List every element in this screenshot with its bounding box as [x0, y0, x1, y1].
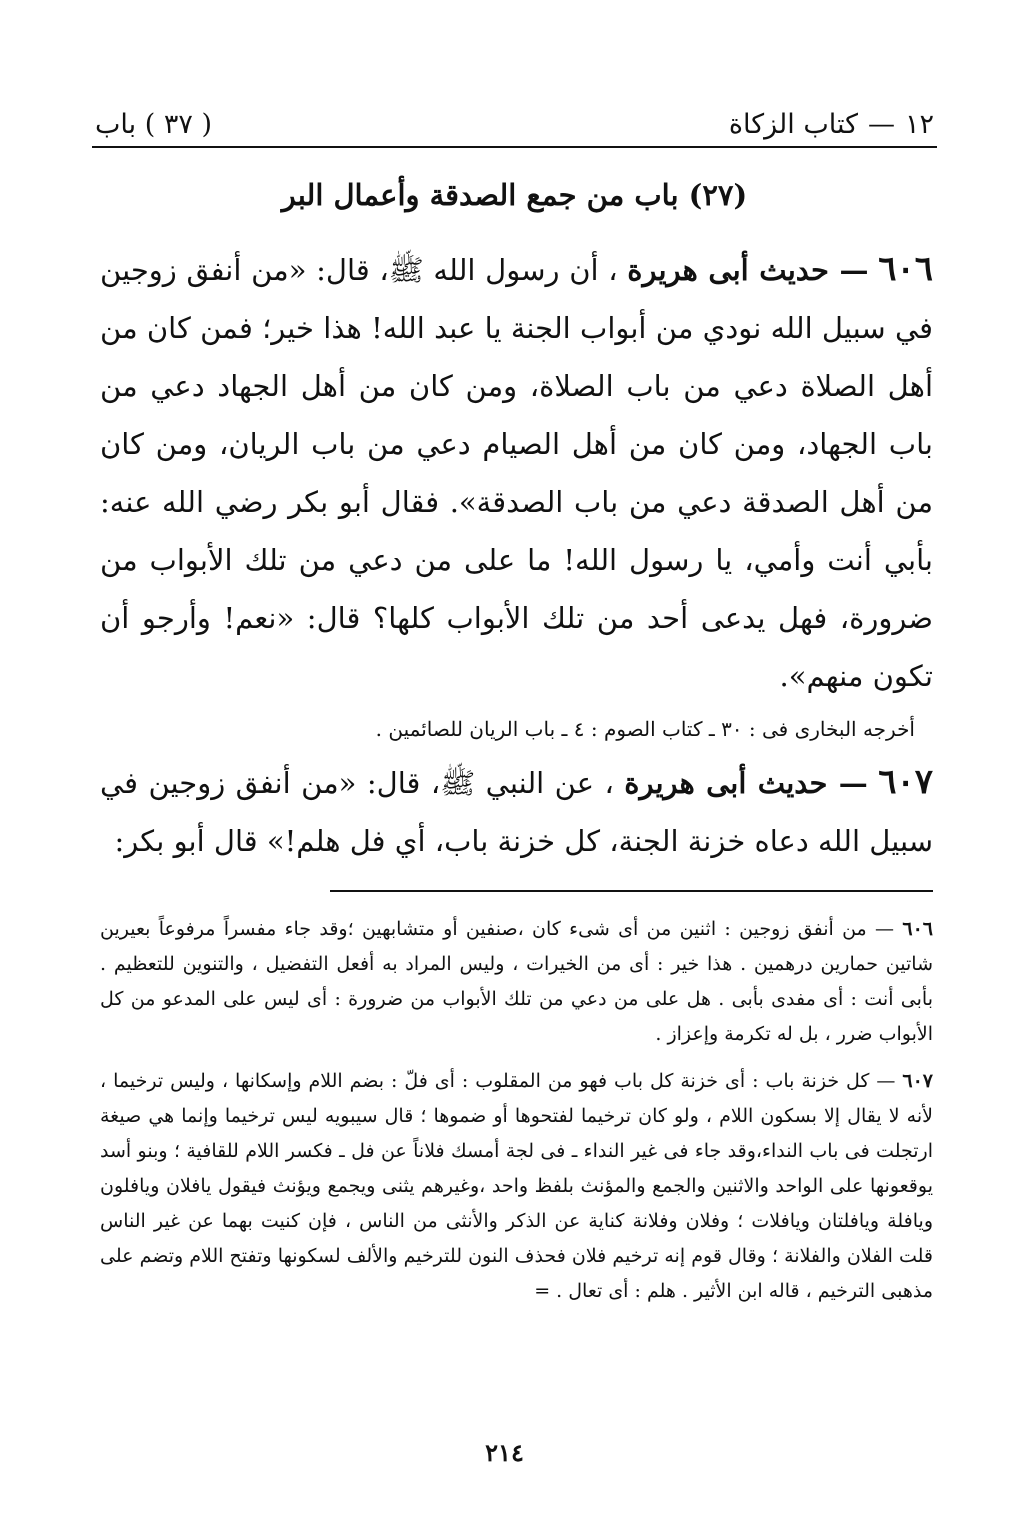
header-book-title: كتاب الزكاة — [728, 109, 858, 140]
footnote-606-text: — من أنفق زوجين : اثنين من أى شىء كان ،صنفين أو متشابهين ؛وقد جاء مفسراً مرفوعاً بعيرين شاتين حمارين درهمين . هذا خير : أى من الخيرات ، وليس المراد به أفعل التفضيل ، والتنوين للتعظيم . بأبى أنت : أى مفدى بأبى . هل على من دعي من تلك الأبواب من ضرورة : أى ليس على المدعو من كل الأبواب ضرر ، بل له تكرمة وإعزاز . — [100, 918, 933, 1045]
hadith-607-intro: — حديث أبى هريرة — [624, 766, 868, 800]
header-section-ref: ( ٣٧ ) باب — [95, 109, 212, 140]
hadith-606 — [100, 240, 933, 705]
footnote-607-number: ٦٠٧ — [902, 1070, 934, 1092]
footnote-rule — [330, 890, 933, 892]
running-header — [95, 88, 934, 140]
footnote-606 — [100, 912, 933, 1052]
hadith-607 — [100, 753, 933, 870]
chapter-title: (٢٧) باب من جمع الصدقة وأعمال البر — [281, 178, 748, 212]
main-text — [100, 240, 933, 870]
header-dash: — — [867, 109, 895, 140]
hadith-606-number: ٦٠٦ — [878, 249, 933, 289]
footnote-606-number: ٦٠٦ — [902, 918, 934, 940]
hadith-607-number: ٦٠٧ — [878, 762, 933, 802]
hadith-607-text: ، عن النبي ﷺ، قال: «من أنفق زوجين في سبيل الله دعاه خزنة الجنة، كل خزنة باب، أي فل هلم!» قال أبو بكر: — [100, 766, 933, 858]
header-rule — [92, 146, 937, 148]
header-chapter — [729, 109, 934, 140]
header-section — [95, 109, 212, 140]
page-number: ٢١٤ — [485, 1438, 524, 1467]
header-chapter-number: ١٢ — [904, 109, 934, 140]
hadith-606-intro: — حديث أبى هريرة — [627, 253, 869, 287]
hadith-606-text: ، أن رسول الله ﷺ، قال: «من أنفق زوجين في سبيل الله نودي من أبواب الجنة يا عبد الله! هذا خير؛ فمن كان من أهل الصلاة دعي من باب الصلاة، ومن كان من أهل الجهاد دعي من باب الجهاد، ومن كان من أهل الصيام دعي من باب الريان، ومن كان من أهل الصدقة دعي من باب الصدقة». فقال أبو بكر رضي الله عنه: بأبي أنت وأمي، يا رسول الله! ما على من دعي من تلك الأبواب من ضرورة، فهل يدعى أحد من تلك الأبواب كلها؟ قال: «نعم! وأرجو أن تكون منهم». — [100, 253, 933, 693]
footnote-607-text: — كل خزنة باب : أى خزنة كل باب فهو من المقلوب : أى فلّ : بضم اللام وإسكانها ، وليس ترخيما ، لأنه لا يقال إلا بسكون اللام ، ولو كان ترخيما لفتحوها أو ضموها ؛ قال سيبويه ليس ترخيما وإنما هي صيغة ارتجلت فى باب النداء،وقد جاء فى غير النداء ـ فى لجة أمسك فلاناً عن فل ـ فكسر اللام للقافية ؛ وبنو أسد يوقعونها على الواحد والاثنين والجمع والمؤنث بلفظ واحد ،وغيرهم يثنى ويجمع ويؤنث فيقول يافلان ويافلون ويافلة ويافلتان ويافلات ؛ وفلان وفلانة كناية عن الذكر والأنثى من الناس ، فإن كنيت بهما عن غير الناس قلت الفلان والفلانة ؛ وقال قوم إنه ترخيم فلان فحذف النون للترخيم والألف لسكونها وتفتح اللام وتضم على مذهبى الترخيم ، قاله ابن الأثير . هلم : أى تعال . = — [100, 1070, 933, 1302]
footnotes — [100, 912, 933, 1321]
hadith-606-source: أخرجه البخارى فى : ٣٠ ـ كتاب الصوم : ٤ ـ باب الريان للصائمين . — [375, 717, 915, 741]
footnote-607 — [100, 1064, 933, 1309]
